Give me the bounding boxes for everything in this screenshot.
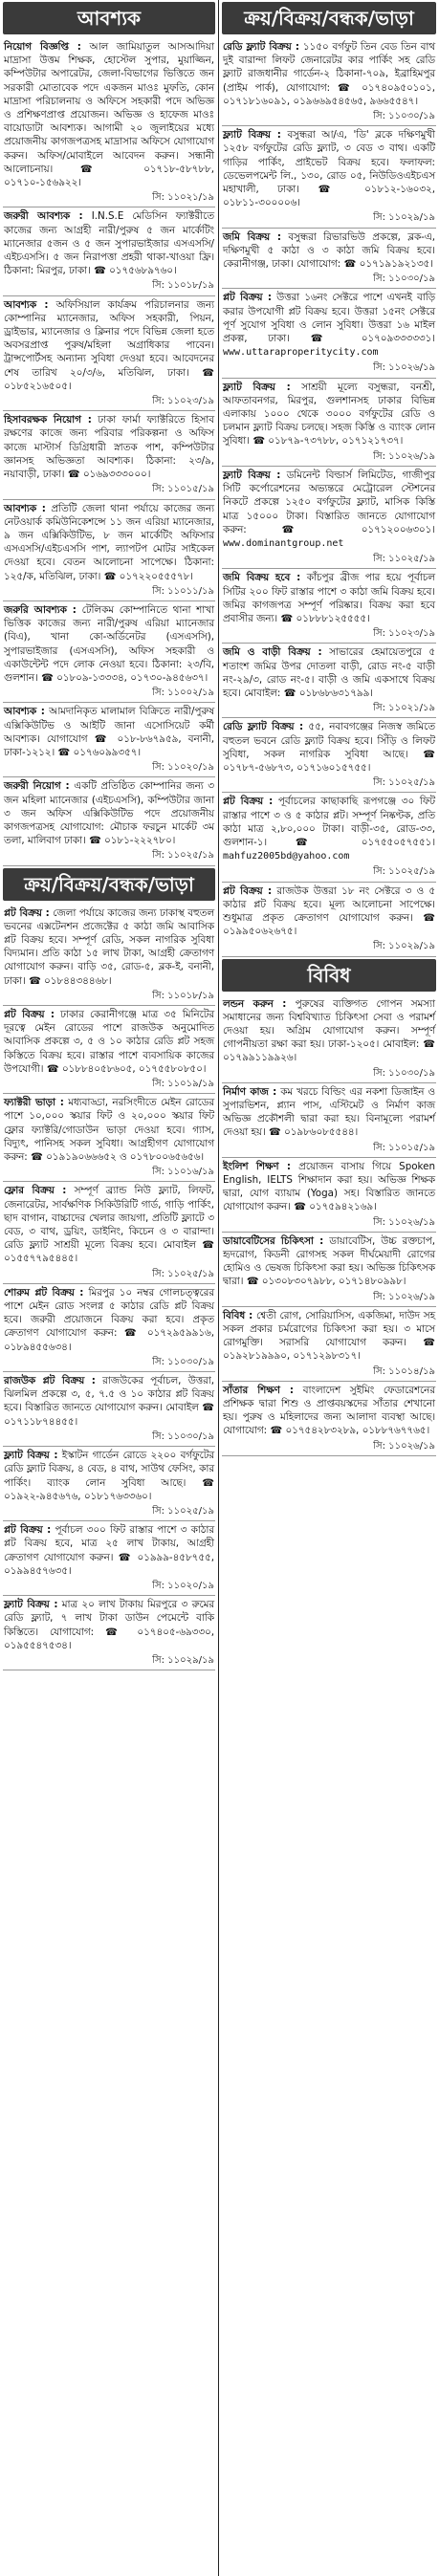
ad-code: সি: ১১০২১/১৯ [373, 703, 435, 714]
ad-heading: নির্মাণ কাজ : [223, 1085, 277, 1098]
section-header-buy-sell-right: ক্রয়/বিক্রয়/বন্ধক/ভাড়া [222, 2, 436, 34]
ad-code: সি: ১১০২৫/১৯ [152, 1505, 214, 1517]
classified-ad [3, 38, 215, 207]
ad-body: একটি প্রতিষ্ঠিত কোম্পানির জন্য ৩ জন মহিলা ম্যানেজার (এইচএসসি), কম্পিউটার জানা ৩ জন অফিস এক্সিকিউটিভ পদে প্রয়োজনীয় কাগজপত্রসহ যোগাযোগ: মৌচাক ফরচুন মার্কেট ৩ম তলা, মালিবাগ ঢাকা। ☎ ০১৮১-২২২৭৮০। [4, 780, 214, 847]
classified-ad [222, 883, 436, 957]
ad-heading: আবশ্যক : [4, 502, 46, 514]
ad-heading: লন্ডন করুন : [223, 997, 287, 1010]
ad-code: সি: ১১০১৮/১৯ [152, 990, 214, 1001]
classified-ad [3, 1182, 215, 1283]
classified-ad [222, 793, 436, 882]
ad-body: কম খরচে বিল্ডিং এর নকশা ডিজাইন ও সুপারভিশন, প্ল্যান পাস, এস্টিমেট ও নির্মাণ কাজ অভিজ্ঞ প্রকৌশলী দ্বারা করা হয়। বিনামূল্যে পরামর্শ দেওয়া হয়। ☎ ০১৯৮৬০৮৫৫৪৪। [223, 1085, 435, 1139]
ad-body: পুরুষের ব্যক্তিগত গোপন সমস্যা সমাধানের জন্য বিশ্ববিখ্যাত চিকিৎসা সেবা ও পরামর্শ দেওয়া হয়। অগ্রিম যোগাযোগ করুন। সম্পূর্ণ গোপনীয়তা রক্ষা করা হয়। ঢাকা-১২০৫। মোবাইল: ☎ ০১৭৯৯১১৯৯২৬। [223, 997, 435, 1064]
classified-ad [3, 1372, 215, 1447]
ad-heading: জরুরী আবশ্যক : [4, 210, 83, 223]
ad-code: সি: ১১০১৫/১৯ [152, 484, 214, 495]
classified-ad [3, 500, 215, 601]
ad-heading: ফ্ল্যাট বিক্রয় : [223, 469, 281, 481]
ad-code: সি: ১১০৩০/১৯ [373, 111, 435, 122]
ad-body: ঢাকার কেরানীগঞ্জে মাত্র ৩৫ মিনিটের দূরত্বে মেইন রোডের পাশে রাজউক অনুমোদিত আবাসিক প্রকল্পে ৩, ৫ ও ১০ কাঠার রেডি প্লট সহজ কিস্তিতে বিক্রয় হবে। রাস্তার পাশে ব্যবসায়িক কাজের উপযোগী। ☎ ০১৮৮৪০৫৮৬০৫, ০১৭৫৫৮০৮৫০। [4, 1009, 214, 1075]
ad-code: সি: ১১০২৬/১৯ [373, 362, 435, 374]
ad-code: সি: ১১০২৯/১৯ [373, 941, 435, 952]
ad-heading: রেডি ফ্ল্যাট বিক্রয় : [223, 721, 304, 733]
ad-code: সি: ১১০২৫/১৯ [373, 777, 435, 789]
ad-code: সি: ১১০২৯/১৯ [373, 212, 435, 224]
column-divider [218, 0, 219, 2576]
classified-ad [222, 718, 436, 793]
classified-ad [222, 1382, 436, 1456]
ad-heading: রাজউক প্লট বিক্রয় : [4, 1375, 96, 1387]
ad-heading: রেডি ফ্ল্যাট বিক্রয় : [223, 41, 300, 53]
ad-body: রাজউক উত্তরা ১৮ নং সেক্টরে ৩ ও ৫ কাঠার প্লট বিক্রয় হবে। মূল্য আলোচনা সাপেক্ষে। শুধুমাত্র প্রকৃত ক্রেতাগণ যোগাযোগ করুন। ☎ ০১৯৯৫০৬২৬৭৫। [223, 884, 435, 938]
ads-needed-list [3, 38, 215, 866]
classified-ad [3, 207, 215, 295]
ad-body: আমদানিকৃত মালামাল বিক্রিতে নারী/পুরুষ এক্সিকিউটিভ ও আইটি জানা এসোসিয়েট কর্মী আবশ্যক। যোগাযোগ ☎ ০১৮-৮৬৭৯৫৯, বনানী, ঢাকা-১২১২। ☎ ০১৭৬০৯৯৩৫৭। [4, 706, 214, 758]
classified-ad [222, 1158, 436, 1233]
ad-heading: হিসাবরক্ষক নিয়োগ : [4, 414, 92, 426]
ad-body: রাজউকের পূর্বাচল, উত্তরা, ঝিলমিল প্রকল্পে ৩, ৫, ৭.৫ ও ১০ কাঠার প্লট বিক্রয় হবে। বিস্তারিত জানতে যোগাযোগ করুন। মোবাইল ☎ ০১৭১১৮৭৪৪৫৫। [4, 1375, 214, 1428]
ad-heading: ফ্লোর বিক্রয় : [4, 1185, 67, 1197]
classified-ad [222, 1233, 436, 1307]
ad-heading: প্লট বিক্রয় : [223, 292, 272, 304]
ad-web-address: www.dominantgroup.net [223, 537, 344, 549]
classified-ad [222, 379, 436, 467]
classified-ad [222, 289, 436, 378]
classified-ad [222, 1307, 436, 1382]
ad-body: ডমিনেন্ট বিল্ডার্স লিমিটেড, গাজীপুর সিটি কর্পোরেশনের অভ্যন্তরে মেট্রোরেল স্টেশনের নিকটে প্রকল্পে ১২৫০ বর্গফুটের ফ্ল্যাট, মাসিক কিস্তি মাত্র ১৫০০০ টাকা। বিস্তারিত জানতে যোগাযোগ করুন: ☎ ০১৭১২০০৬৩০১। [223, 469, 435, 535]
ad-body: জেলা পর্যায়ে কাজের জন্য ঢাকাস্থ বহুতল ভবনের এক্সটেনশন প্রজেক্টের ৫ কাঠা জমি আবাসিক প্লট বিক্রয় হবে। সম্পূর্ণ রেডি, সকল নাগরিক সুবিধা বিদ্যমান। প্রতি কাঠা ১৫ লাখ টাকা, আগ্রহী ক্রেতাগণ যোগাযোগ করুন। বাড়ি ৩৫, রোড-৫, ব্লক-ই, বনানী, ঢাকা। ☎ ০১৮৪৪৩৪৪৬৮। [4, 906, 215, 987]
ads-misc-list [222, 995, 436, 1456]
classified-ad [222, 569, 436, 644]
ad-code: সি: ১১০৩০/১৯ [152, 1430, 214, 1442]
ad-code: সি: ১১০২৬/১৯ [373, 1216, 435, 1228]
classified-ad [222, 467, 436, 569]
ad-body: শ্বেতী রোগ, সোরিয়াসিস, একজিমা, দাউদ সহ সকল প্রকার চর্মরোগের চিকিৎসা করা হয়। ৩ মাসে রোগমুক্তি। সরাসরি যোগাযোগ করুন। ☎ ০১৯২৮১৯৯৯০, ০১৭১২৯৮৩১৭। [223, 1309, 435, 1363]
ad-heading: প্লট বিক্রয় : [4, 1524, 52, 1537]
ad-heading: আবশ্যক : [4, 706, 45, 718]
ad-body: মধ্যবাড্ডা, নরসিংদীতে মেইন রোডের পাশে ১০,০০০ স্কয়ার ফিট ও ২০,০০০ স্কয়ার ফিট ফ্লোর ফ্যাক্টরি/গোডাউন ভাড়া দেওয়া হবে। গ্যাস, বিদ্যুৎ, পানিসহ সকল সুবিধা। আগ্রহীগণ যোগাযোগ করুন: ☎ ০১৯১৯০৬৬৬৫২ ও ০১৭৮০০৬৫৬৫৬। [4, 1097, 214, 1164]
ad-heading: জরুরি আবশ্যক : [4, 603, 77, 616]
ad-code: সি: ১১০২৬/১৯ [373, 1440, 435, 1452]
ad-body: প্রয়োজন বাসায় গিয়ে Spoken English, IELTS শিক্ষাদান করা হয়। অভিজ্ঞ শিক্ষক দ্বারা, যোগ ব্যায়াম (Yoga) সহ। বিস্তারিত জানতে যোগাযোগ করুন। ☎ ০১৭৫৯৪২১৬৯। [223, 1160, 435, 1213]
right-column [222, 0, 436, 2576]
ad-code: সি: ১১০২০/১৯ [152, 762, 214, 774]
ad-web-address: mahfuz2005bd@yahoo.com [223, 851, 350, 862]
ad-code: সি: ১১০২০/১৯ [152, 1580, 214, 1591]
ad-code: সি: ১১০২৫/১৯ [152, 850, 214, 862]
ad-body: ৫৫, নবাবগঞ্জের নিজস্ব জমিতে বহুতল ভবনে রেডি ফ্ল্যাট বিক্রয় হবে। সিঁড়ি ও লিফট সুবিধা, সকল নাগরিক সুবিধা আছে। ☎ ০১৭৮৭-৫৬৮৭৩, ০১৭১৬০১৫৭৫৫। [223, 721, 435, 774]
classified-ad [222, 229, 436, 290]
ad-code: সি: ১১০১৫/১৯ [373, 1142, 435, 1153]
ad-body: বাংলাদেশ সুইমিং ফেডারেশনের প্রশিক্ষক দ্বারা শিশু ও প্রাপ্তবয়স্কদের সাঁতার শেখানো হয়। পুরুষ ও মহিলাদের জন্য আলাদা ব্যবস্থা আছে। যোগাযোগ: ☎ ০১৭৫৪২৮৩২৮৯, ০১৮৮৭৬৭৭৬৫। [223, 1384, 435, 1437]
ads-buy-sell-left-list [3, 905, 215, 1671]
ad-code: সি: ১১০৩০/১৯ [152, 1356, 214, 1367]
ad-heading: প্লট বিক্রয় : [4, 906, 50, 919]
ad-body: বসুন্ধরা রিভারভিউ প্রকল্পে, ব্লক-এ, দক্ষিণমুখী ৫ কাঠা ও ৩ কাঠা জমি বিক্রয় হবে। কেরানীগঞ্জ, ঢাকা। যোগাযোগ: ☎ ০১৭১৯১৯২১৩৫। [223, 230, 435, 271]
ad-heading: ফ্ল্যাট বিক্রয় : [4, 1450, 58, 1462]
ad-code: সি: ১১০১১/১৯ [152, 585, 214, 597]
ad-heading: ফ্যাক্টরী ভাড়া : [4, 1097, 64, 1109]
ad-body: উত্তরা ১৬নং সেক্টরে পাশে এখনই বাড়ি করার উপযোগী প্লট বিক্রয় হবে। উত্তরা ১৫নং সেক্টরে পূর্ণ সুযোগ সুবিধা ও লোন সুবিধা। উত্তরা ১৬ মাইল প্রকল্প, ঢাকা। ☎ ০১৭০৯৩৩৩৩৩১। [223, 292, 436, 345]
ad-heading: জরুরী নিয়োগ : [4, 780, 70, 793]
ad-code: সি: ১১০২৫/১৯ [373, 866, 435, 878]
classified-ad [3, 1284, 215, 1372]
classified-ad [222, 1083, 436, 1158]
ad-body: সাশ্রয়ী মূল্যে বসুন্ধরা, বনশ্রী, আফতাবনগর, মিরপুর, গুলশানসহ ঢাকার বিভিন্ন এলাকায় ১০০০ থেকে ৩০০০ বর্গফুটের রেডি ও চলমান ফ্ল্যাট বিক্রয় চলছে। সহজ কিস্তি ও ব্যাংক লোন সুবিধা। ☎ ০১৮৭৯-৭৩৭৮৮, ০১৭১২১৭৩৭। [223, 381, 436, 448]
classified-ad [3, 411, 215, 499]
ad-body: বসুন্ধরা আ/এ, 'ডি' ব্লকে দক্ষিণমুখী ১২৫৮ বর্গফুটের রেডি ফ্ল্যাট, ৩ বেড ৩ বাথ। একটি গাড়ির পার্কিং, প্রাইভেট বিক্রয় হবে। ফলাফল: ডেভেলপমেন্ট লি., ১৩০, রোড ০৫, নিউডিওএইচএস মহাখালী, ঢাকা। ☎ ০১৮১২-১৬০৩২, ০১৮১১-৩০০০০৬। [223, 129, 436, 209]
ad-body: I.N.S.E মেডিসিন ফ্যাক্টরীতে কাজের জন্য আগ্রহী নারী/পুরুষ ৫ জন মার্কেটিং ম্যানেজার ৫জন ও ৫ জন সুপারভাইজার এসএসসি/এইচএসসি। ৫ জন নিরাপত্তা প্রহরী থাকা-খাওয়া ফ্রি। ঠিকানা: মিরপুর, ঢাকা। ☎ ০১৭৫৬৮৯৭৬০। [4, 210, 214, 277]
classified-ad [3, 905, 215, 1006]
left-column [3, 0, 215, 2576]
classified-ad [3, 1447, 215, 1521]
ad-heading: নিয়োগ বিজ্ঞপ্তি : [4, 41, 81, 53]
classified-ad [222, 38, 436, 126]
ad-heading: সাঁতার শিক্ষণ : [223, 1384, 294, 1396]
classified-ad [3, 296, 215, 412]
classified-ad [3, 601, 215, 703]
classified-ad [3, 703, 215, 777]
ad-heading: ফ্ল্যাট বিক্রয় : [223, 381, 291, 393]
ad-code: সি: ১১০২৫/১৯ [152, 1268, 214, 1279]
ad-code: সি: ১১০২৬/১৯ [373, 1291, 435, 1302]
ad-heading: আবশ্যক : [4, 298, 49, 311]
ad-body: পূর্বাচল ৩০০ ফিট রাস্তার পাশে ৩ কাঠার প্লট বিক্রয় হবে, মাত্র ২৫ লাখ টাকায়, আগ্রহী ক্রেতাগণ যোগাযোগ করুন। ☎ ০১৯৯৯-৪৫৮৭৫৫, ০১৯৯৪৫৭৬৩৫। [4, 1524, 214, 1577]
section-header-buy-sell-left: ক্রয়/বিক্রয়/বন্ধক/ভাড়া [3, 868, 215, 901]
ad-body: ইস্কাটন গার্ডেন রোডে ২২০০ বর্গফুটের রেডি ফ্ল্যাট বিক্রয়, ৪ বেড, ৪ বাথ, সাউথ ফেসিং, কার পার্কিং। ব্যাংক লোন সুবিধা আছে। ☎ ০১৯২২-৯৪৫৬৭৬, ০১৮১৭৬৩৩৬০। [4, 1450, 214, 1502]
ad-code: সি: ১১০১৪/১৯ [373, 1365, 435, 1377]
classified-ad [3, 1094, 215, 1182]
classified-ad [3, 1521, 215, 1596]
ad-code: সি: ১১০০২/১৯ [152, 688, 214, 699]
ad-body: পূর্বাচলের কাছাকাছি রূপগঞ্জে ৩০ ফিট রাস্তার পাশে ৩ ও ৫ কাঠার প্লট। সম্পূর্ণ নিষ্কণ্টক, প্রতি কাঠা মাত্র ২,৮০,০০০ টাকা। বাড়ী-৩৫, রোড-৩৩, গুলশান-১। ☎ ০১৭৫৫০৫৭৫৫১। [223, 796, 435, 848]
classified-ad [3, 1596, 215, 1670]
ad-body: প্রতিটি জেলা থানা পর্যায়ে কাজের জন্য নেটওয়ার্ক কমিউনিকেশন্সে ১১ জন এরিয়া ম্যানেজার, ৯ জন এক্সিকিউটিভ, ৮ জন মার্কেটিং অফিসার এসএসসি/এইচএসসি পাশ, ল্যাপটপ মোটর সাইকেল দেওয়া হবে। বেতন আলোচনা সাপেক্ষে। ঠিকানা: ১২৫/ক, মতিঝিল, ঢাকা। ☎ ০১৭২২০৫৫৫৭৮। [4, 502, 214, 582]
ad-heading: জমি ও বাড়ী বিক্রয় : [223, 646, 322, 659]
ad-code: সি: ১১০১৬/১৯ [152, 1167, 214, 1178]
section-header-needed: আবশ্যক [3, 2, 215, 34]
ad-body: কাঁচপুর ব্রীজ পার হয়ে পূর্বাচল সিটির ২০০ ফিট রাস্তার পাশে ৩ কাঠা জমি বিক্রয় হবে। জমির কাগজপত্র সম্পূর্ণ পরিষ্কার। বিক্রয় করা হবে প্রবাসীর জন্য। ☎ ০১৮৮৮১২৫৫৫৫। [223, 572, 435, 624]
classified-ad [3, 777, 215, 865]
ad-code: সি: ১১০৩০/১৯ [373, 273, 435, 285]
ad-heading: জমি বিক্রয় : [223, 230, 281, 243]
ad-heading: প্লট বিক্রয় : [223, 796, 274, 808]
ad-heading: প্লট বিক্রয় : [4, 1009, 55, 1020]
ad-body: মাত্র ২০ লাখ টাকায় মিরপুরে ৩ রুমের রেডি ফ্ল্যাট, ৭ লাখ টাকা ডাউন পেমেন্টে বাকি কিস্তিতে। যোগাযোগ: ☎ ০১৭৪০৫-৬৯৩৩০, ০১৯৫৫৪৭৫৩৪। [4, 1599, 214, 1651]
ad-heading: ডায়াবেটিসের চিকিৎসা : [223, 1234, 324, 1247]
ad-body: টেলিকম কোম্পানিতে থানা শাখা ভিত্তিক কাজের জন্য নারী/পুরুষ এরিয়া ম্যানেজার (বিএ), খানা কো-অর্ডিনেটর (এসএসসি), সুপারভাইজার (এসএসসি), অফিস সহকারী ও একাউন্টেন্ট পদে লোক নেওয়া হবে। ঠিকানা: ২৩/বি, গুলশান। ☎ ০১৮০৯-১৩৩৩৪, ০১৭৩০-৯৪৫৬৩৭। [4, 603, 214, 684]
ad-code: সি: ১১০২৩/১৯ [373, 628, 435, 640]
ads-buy-sell-right-list [222, 38, 436, 957]
ad-heading: বিবিধ : [223, 1309, 253, 1321]
ad-heading: ফ্ল্যাট বিক্রয় : [223, 129, 281, 142]
ad-code: সি: ১১০১৮/১৯ [152, 280, 214, 292]
ad-heading: জমি বিক্রয় হবে : [223, 572, 301, 584]
ad-body: সম্পূর্ণ ব্র্যান্ড নিউ ফ্ল্যাট, লিফট, জেনারেটর, সার্বক্ষণিক সিকিউরিটি গার্ড, গাড়ি পার্কিং, ছাদ বাগান, বাচ্চাদের খেলার জায়গা, প্রতিটি ফ্ল্যাটে ৩ বেড, ৩ বাথ, ড্রয়িং, ডাইনিং, কিচেন ও ৩ বারান্দা। রেডি ফ্ল্যাট সাশ্রয়ী মূল্যে বিক্রয় হবে। মোবাইল ☎ ০১৫৫৭৭৯৫৪৪৫। [4, 1185, 214, 1265]
ad-body: মিরপুর ১০ নম্বর গোলচত্ত্বরের পাশে মেইন রোড সংলগ্ন ৫ কাঠার রেডি প্লট বিক্রয় হবে। জরুরী প্রয়োজনে বিক্রয় করা হবে। প্রকৃত ক্রেতাগণ যোগাযোগ করুন: ☎ ০১৭২৯৫৯৯১৬, ০১৮৯৪৫৫৬৩৪। [4, 1286, 214, 1353]
ad-web-address: www.uttaraproperitycity.com [223, 347, 379, 359]
section-header-misc: বিবিধ [222, 959, 436, 992]
ad-code: সি: ১১০২৫/১৯ [373, 554, 435, 565]
ad-code: সি: ১১০১৯/১৯ [152, 1079, 214, 1090]
ad-body: ডায়াবেটিস, উচ্চ রক্তচাপ, হৃদরোগ, কিডনী রোগসহ সকল দীর্ঘমেয়াদী রোগের হোমিও ও ভেষজ চিকিৎসা করা হয়। অভিজ্ঞ চিকিৎসক দ্বারা। ☎ ০১৩০৮৩০৭৯৮৮, ০১৭১৪৮০৯৯৮। [223, 1234, 435, 1288]
ad-heading: শোরুম প্লট বিক্রয় : [4, 1286, 84, 1299]
ad-body: ১১৫০ বর্গফুট তিন বেড তিন বাথ দুই বারান্দা লিফট জেনারেটর কার পার্কিং সহ রেডি ফ্ল্যাট রাজধানীর গার্ডেন-২ ঠিকানা-৭০৯, ইব্রাহিমপুর (প্রাইম পার্ক), যোগাযোগ: ☎ ০১৭৪০৯৫০১০১, ০১৭১৮১৬০৯১, ০১৯৬৬৯৫৪৫৬৫, ৯৬৬৫৫৪৭। [223, 41, 435, 107]
ad-code: সি: ১১০২৯/১৯ [152, 1654, 214, 1666]
ad-body: সাভারের হেমায়েতপুরে ৫ শতাংশ জমির উপর দোতলা বাড়ী, রোড নং-৫ বাড়ী নং-২৯/৩, রোড নং-৫। বাড়ী ও জমি একসাথে বিক্রয় হবে। মোবাইল: ☎ ০১৮৬৮৬৩১৭৯৯। [223, 646, 436, 699]
ad-code: সি: ১১০২৬/১৯ [373, 450, 435, 462]
ad-code: সি: ১১০২১/১৯ [152, 192, 214, 204]
ad-heading: ফ্ল্যাট বিক্রয় : [4, 1599, 58, 1611]
ad-heading: প্লট বিক্রয় : [223, 884, 273, 897]
classified-ad [222, 126, 436, 228]
ad-code: সি: ১১০২৩/১৯ [152, 396, 214, 407]
ad-body: অফিসিয়াল কার্যক্রম পরিচালনার জন্য কোম্পানির ম্যানেজার, অফিস সহকারী, পিয়ন, ড্রাইভার, ম্যানেজার ও ক্লিনার পদে বিভিন্ন জেলা হতে অবসরপ্রাপ্ত পুরুষ/মহিলা অগ্রাধিকার পাবেন। ট্রান্সপোর্টসহ অন্যান্য সুবিধা দেওয়া হবে। আবেদনের শেষ তারিখ ২০/৩/৬, মতিঝিল, ঢাকা। ☎ ০১৮৫২১৬৫০৫। [4, 298, 214, 392]
classified-ad [3, 1006, 215, 1094]
ad-heading: ইংলিশ শিক্ষণ : [223, 1160, 292, 1172]
ad-code: সি: ১১০৩০/১৯ [373, 1067, 435, 1079]
classified-ad [222, 644, 436, 718]
ad-body: আল জামিয়াতুল আসআদিয়া মাদ্রাসা উত্তম শিক্ষক, হোস্টেল সুপার, মুয়াজ্জিন, কম্পিউটার অপারেটর, জেলা-বিভাগের ভিত্তিতে জন সরকারী মোতাবেক পদে একজন মাওঃ মুফতি, কোন মাদ্রাসা পরিচালনায় ও অফিসে সহকারী পদে অভিজ্ঞ ও প্রশিক্ষণপ্রাপ্ত প্রয়োজন। অভিজ্ঞ ও হাফেজ মাওঃ বায়োডাটা আবশ্যক। আগামী ২০ জুলাইয়ের মধ্যে প্রয়োজনীয় কাগজপত্রসহ মাদ্রাসার অফিসে যোগাযোগ করুন। অফিস/মোবাইলে আবেদন করুন। সন্ধানী আলোচনায়। ☎ ০১৭১৮-৫৮৭৮৮, ০১৭১০-১৫৬৯২২। [4, 41, 214, 189]
classified-ad [222, 995, 436, 1083]
ad-body: ঢাকা ফার্মা ফ্যাক্টরিতে হিসাব রক্ষণের কাজে জন্য পরিবার পরিকল্পনা ও অফিস কাজে মাস্টার্স ডিগ্রিধারী স্নাতক পাশ, কম্পিউটার জ্ঞানসহ অভিজ্ঞতা আবশ্যক। ঠিকানা: ২৩/৯, নয়াবাড়ী, ঢাকা। ☎ ০১৬৯৩৩৩০০০। [4, 414, 214, 481]
